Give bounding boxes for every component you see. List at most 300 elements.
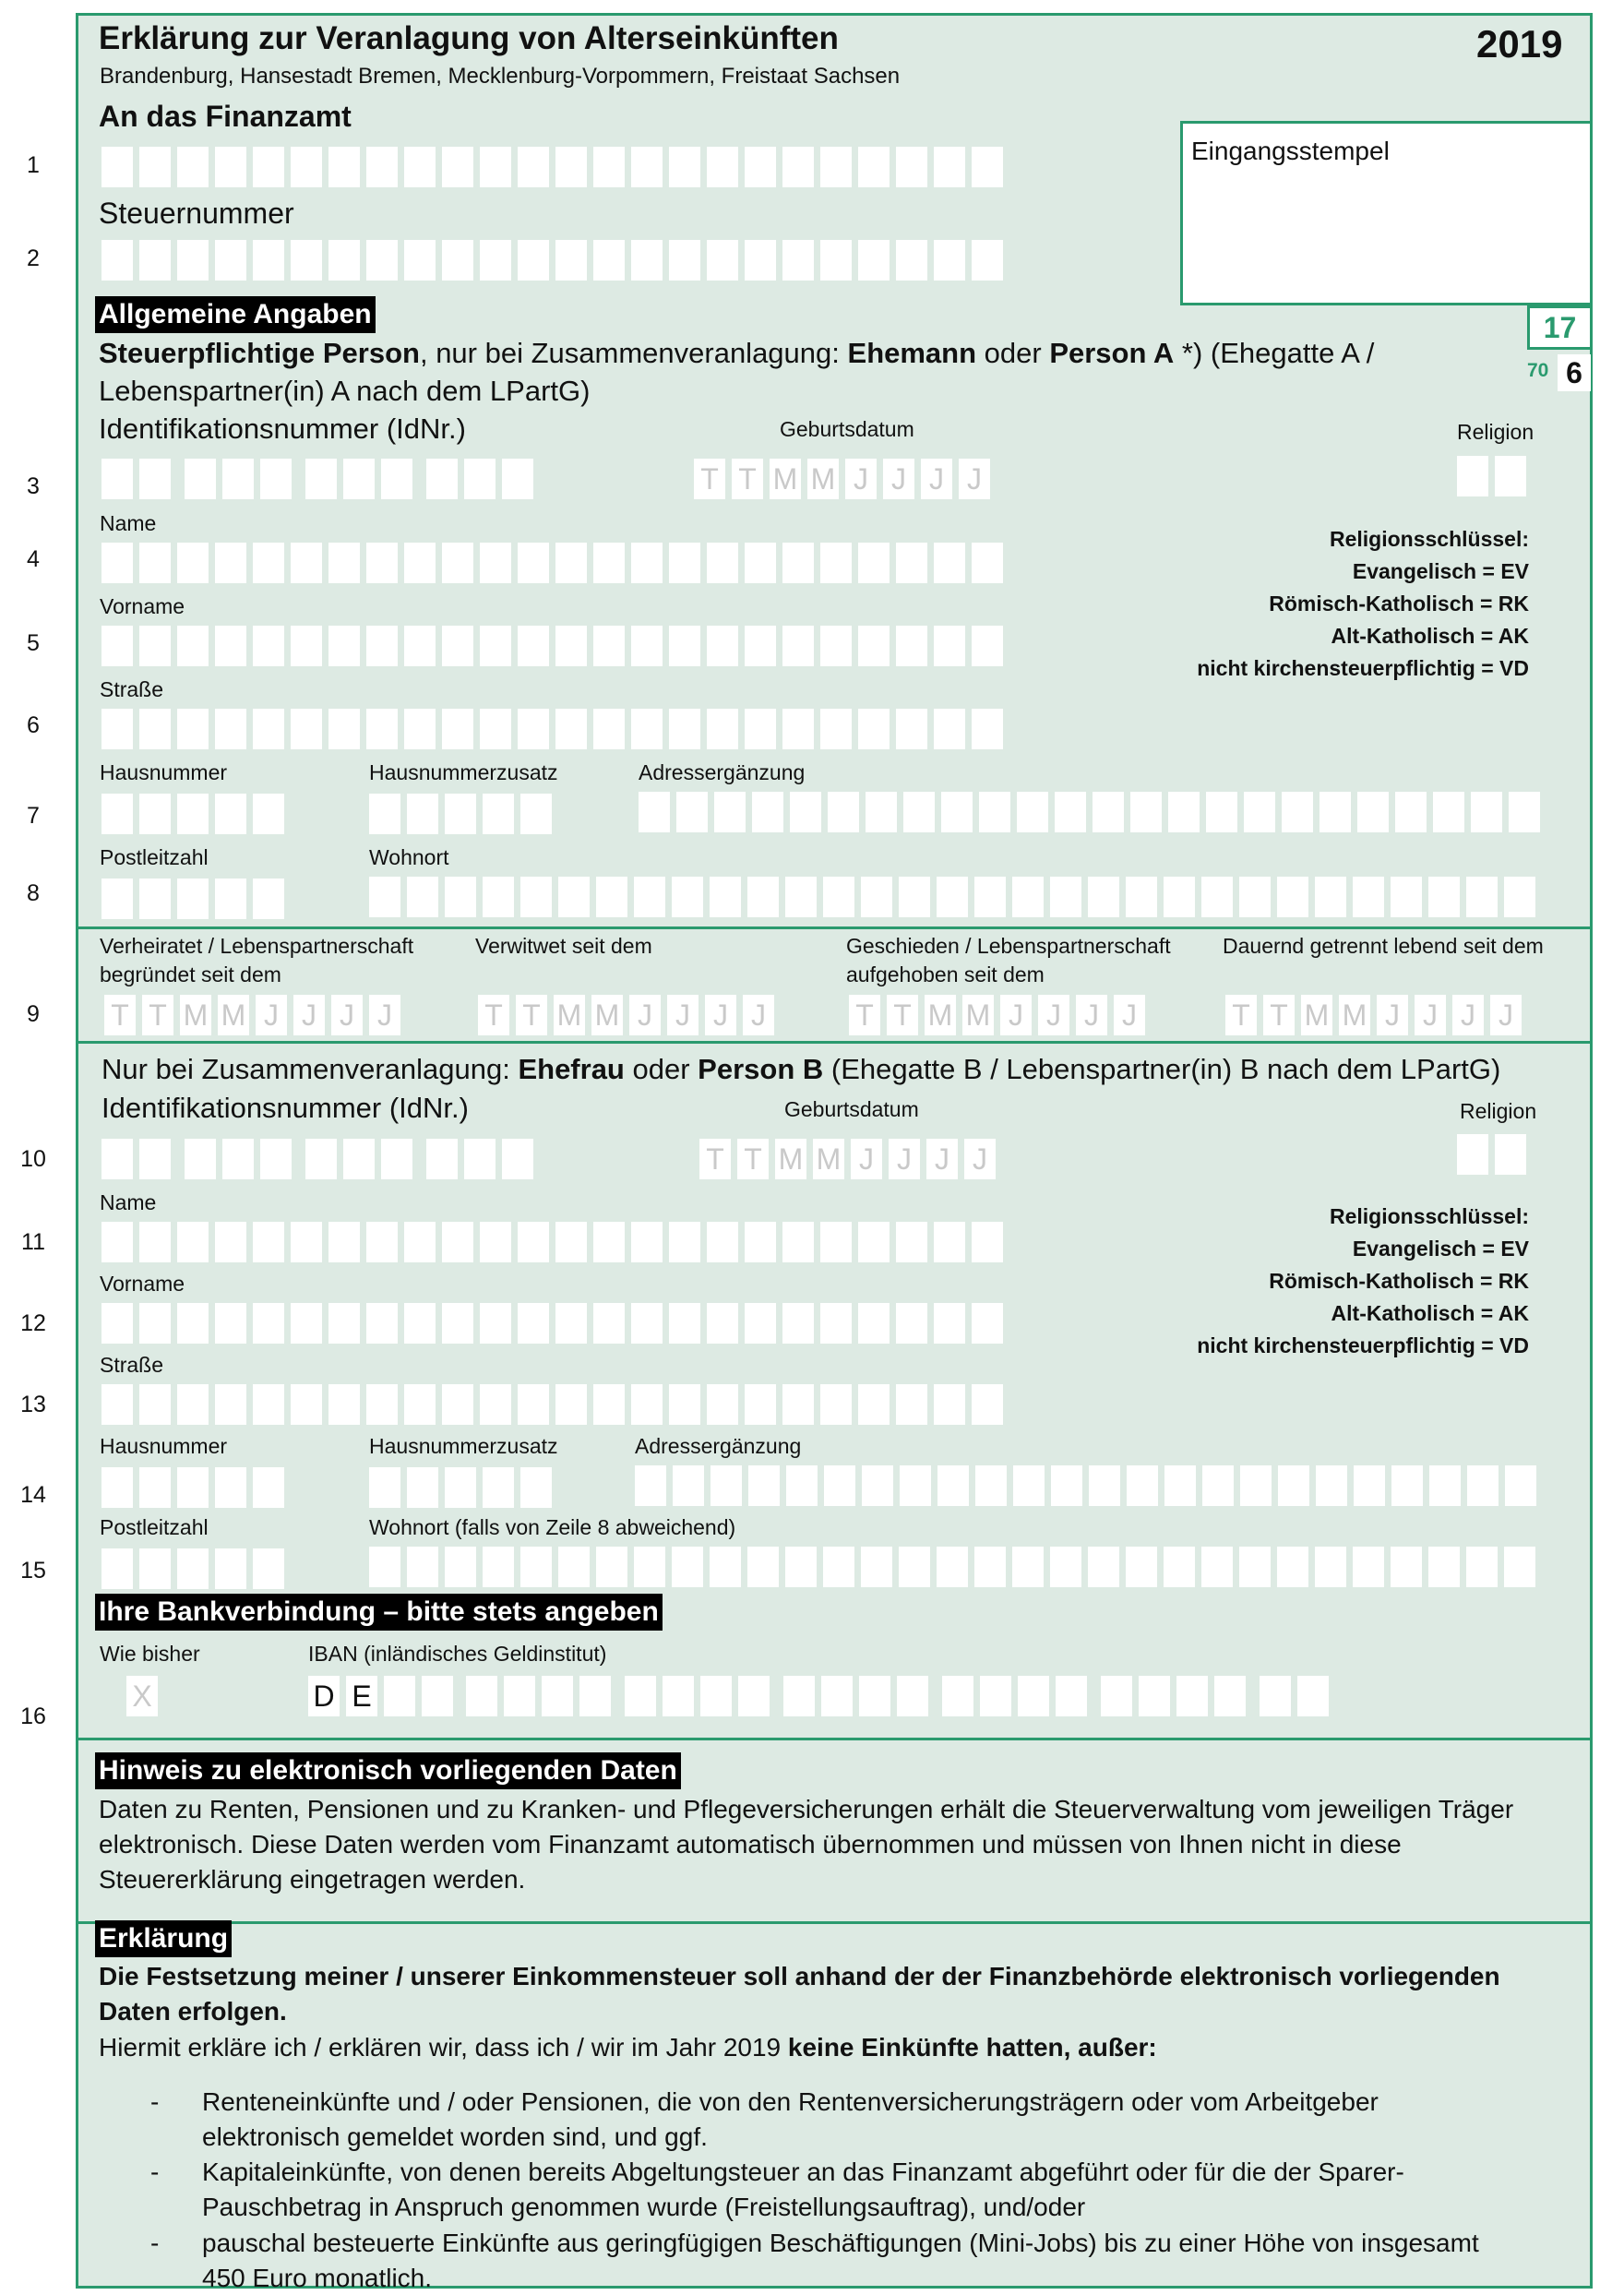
person-b-adressergaenzung-cell[interactable] — [710, 1465, 742, 1506]
iban-cell[interactable] — [384, 1676, 415, 1716]
iban-cell[interactable] — [1101, 1676, 1132, 1716]
person-b-wohnort-cell[interactable] — [672, 1547, 703, 1587]
person-b-name-cell[interactable] — [858, 1222, 890, 1262]
person-b-wohnort-cell[interactable] — [520, 1547, 552, 1587]
person-b-adressergaenzung-cell[interactable] — [862, 1465, 893, 1506]
tax-number-cell[interactable] — [442, 240, 473, 281]
person-a-hausnummer-cell[interactable] — [215, 794, 246, 834]
iban-cell[interactable] — [942, 1676, 973, 1716]
person-b-wohnort-cell[interactable] — [1277, 1547, 1308, 1587]
person-b-adressergaenzung-cell[interactable] — [1089, 1465, 1120, 1506]
person-b-birthdate-cell[interactable]: J — [964, 1139, 996, 1179]
person-b-name-cell[interactable] — [820, 1222, 852, 1262]
person-b-vorname-cell[interactable] — [215, 1303, 246, 1344]
person-a-wohnort-cell[interactable] — [1201, 877, 1233, 917]
person-b-adressergaenzung-cell[interactable] — [975, 1465, 1007, 1506]
person-a-idnr-cell[interactable] — [102, 459, 133, 499]
person-b-strasse-cell[interactable] — [934, 1384, 965, 1425]
person-b-vorname-cell[interactable] — [404, 1303, 436, 1344]
person-b-wohnort-cell[interactable] — [1239, 1547, 1271, 1587]
person-a-name-cell[interactable] — [669, 543, 700, 583]
person-b-vorname-cell[interactable] — [782, 1303, 814, 1344]
person-a-wohnort-cell[interactable] — [558, 877, 590, 917]
person-b-name-cell[interactable] — [215, 1222, 246, 1262]
divorced-date-cell[interactable]: J — [1000, 995, 1032, 1035]
person-b-name-cell[interactable] — [404, 1222, 436, 1262]
tax-number-cell[interactable] — [404, 240, 436, 281]
person-a-adressergaenzung-cell[interactable] — [828, 792, 859, 832]
married-date-cell[interactable]: T — [104, 995, 136, 1035]
person-b-religion-cell[interactable] — [1457, 1134, 1488, 1175]
person-a-wohnort-cell[interactable] — [1050, 877, 1081, 917]
person-a-strasse-cell[interactable] — [518, 709, 549, 749]
person-a-idnr-cell[interactable] — [381, 459, 412, 499]
person-a-strasse-cell[interactable] — [782, 709, 814, 749]
person-a-plz-cell[interactable] — [139, 879, 171, 919]
person-a-name-cell[interactable] — [934, 543, 965, 583]
person-b-name-cell[interactable] — [934, 1222, 965, 1262]
person-a-wohnort-cell[interactable] — [1012, 877, 1044, 917]
person-a-wohnort-cell[interactable] — [1466, 877, 1498, 917]
person-b-wohnort-cell[interactable] — [710, 1547, 741, 1587]
person-b-strasse-cell[interactable] — [177, 1384, 209, 1425]
person-a-strasse-cell[interactable] — [820, 709, 852, 749]
person-a-idnr-cell[interactable] — [464, 459, 496, 499]
person-b-idnr-cell[interactable] — [464, 1139, 496, 1179]
iban-cell[interactable] — [1214, 1676, 1246, 1716]
tax-office-cell[interactable] — [782, 147, 814, 187]
person-b-name-cell[interactable] — [366, 1222, 398, 1262]
person-a-vorname-cell[interactable] — [442, 626, 473, 666]
iban-cell[interactable] — [1297, 1676, 1329, 1716]
tax-office-cell[interactable] — [177, 147, 209, 187]
person-b-strasse-cell[interactable] — [820, 1384, 852, 1425]
person-a-adressergaenzung-cell[interactable] — [1433, 792, 1464, 832]
tax-office-cell[interactable] — [253, 147, 284, 187]
person-b-adressergaenzung-cell[interactable] — [1278, 1465, 1309, 1506]
person-b-strasse-cell[interactable] — [328, 1384, 360, 1425]
person-a-plz-cell[interactable] — [253, 879, 284, 919]
person-a-adressergaenzung-cell[interactable] — [1130, 792, 1162, 832]
widowed-date-cell[interactable]: J — [667, 995, 699, 1035]
person-a-wohnort-cell[interactable] — [634, 877, 665, 917]
person-a-name-cell[interactable] — [555, 543, 587, 583]
person-a-strasse-cell[interactable] — [102, 709, 133, 749]
person-b-strasse-cell[interactable] — [745, 1384, 776, 1425]
tax-number-cell[interactable] — [707, 240, 738, 281]
person-a-strasse-cell[interactable] — [707, 709, 738, 749]
person-b-vorname-cell[interactable] — [896, 1303, 927, 1344]
person-b-vorname-cell[interactable] — [593, 1303, 625, 1344]
person-a-vorname-cell[interactable] — [102, 626, 133, 666]
person-b-strasse-cell[interactable] — [631, 1384, 663, 1425]
married-date-cell[interactable]: M — [180, 995, 211, 1035]
person-b-strasse-cell[interactable] — [480, 1384, 511, 1425]
person-b-hausnummerzusatz-cell[interactable] — [445, 1467, 476, 1508]
person-a-birthdate-cell[interactable]: J — [883, 459, 914, 499]
tax-number-cell[interactable] — [669, 240, 700, 281]
person-a-wohnort-cell[interactable] — [483, 877, 514, 917]
person-b-strasse-cell[interactable] — [139, 1384, 171, 1425]
person-b-wohnort-cell[interactable] — [445, 1547, 476, 1587]
person-a-vorname-cell[interactable] — [934, 626, 965, 666]
person-a-strasse-cell[interactable] — [139, 709, 171, 749]
person-a-name-cell[interactable] — [972, 543, 1003, 583]
person-a-name-cell[interactable] — [366, 543, 398, 583]
person-b-wohnort-cell[interactable] — [974, 1547, 1006, 1587]
person-b-hausnummer-cell[interactable] — [139, 1467, 171, 1508]
person-b-birthdate-cell[interactable]: T — [699, 1139, 731, 1179]
person-a-adressergaenzung-cell[interactable] — [1055, 792, 1086, 832]
iban-cell[interactable] — [504, 1676, 535, 1716]
person-a-birthdate-cell[interactable]: M — [770, 459, 801, 499]
iban-cell[interactable] — [663, 1676, 694, 1716]
tax-office-cell[interactable] — [442, 147, 473, 187]
person-a-adressergaenzung-cell[interactable] — [1357, 792, 1389, 832]
person-a-birthdate-cell[interactable]: J — [845, 459, 877, 499]
divorced-date-cell[interactable]: T — [887, 995, 918, 1035]
person-b-wohnort-cell[interactable] — [937, 1547, 968, 1587]
person-b-strasse-cell[interactable] — [896, 1384, 927, 1425]
separated-date-cell[interactable]: M — [1339, 995, 1370, 1035]
person-b-religion-cell[interactable] — [1495, 1134, 1526, 1175]
person-a-birthdate-cell[interactable]: J — [959, 459, 990, 499]
person-a-wohnort-cell[interactable] — [785, 877, 817, 917]
person-a-wohnort-cell[interactable] — [710, 877, 741, 917]
tax-office-cell[interactable] — [480, 147, 511, 187]
person-a-wohnort-cell[interactable] — [596, 877, 627, 917]
person-b-vorname-cell[interactable] — [328, 1303, 360, 1344]
person-a-adressergaenzung-cell[interactable] — [941, 792, 973, 832]
divorced-date-cell[interactable]: J — [1038, 995, 1069, 1035]
person-b-hausnummerzusatz-cell[interactable] — [520, 1467, 552, 1508]
separated-date-cell[interactable]: J — [1452, 995, 1484, 1035]
iban-cell[interactable]: D — [308, 1676, 340, 1716]
tax-office-cell[interactable] — [139, 147, 171, 187]
person-a-vorname-cell[interactable] — [404, 626, 436, 666]
person-a-wohnort-cell[interactable] — [1504, 877, 1535, 917]
person-b-name-cell[interactable] — [782, 1222, 814, 1262]
person-b-hausnummerzusatz-cell[interactable] — [369, 1467, 400, 1508]
person-a-wohnort-cell[interactable] — [1126, 877, 1157, 917]
person-b-strasse-cell[interactable] — [404, 1384, 436, 1425]
person-b-adressergaenzung-cell[interactable] — [824, 1465, 855, 1506]
person-b-vorname-cell[interactable] — [177, 1303, 209, 1344]
person-b-strasse-cell[interactable] — [442, 1384, 473, 1425]
person-b-wohnort-cell[interactable] — [1012, 1547, 1044, 1587]
person-a-wohnort-cell[interactable] — [823, 877, 854, 917]
person-b-name-cell[interactable] — [328, 1222, 360, 1262]
tax-office-cell[interactable] — [291, 147, 322, 187]
person-a-vorname-cell[interactable] — [291, 626, 322, 666]
person-a-vorname-cell[interactable] — [139, 626, 171, 666]
person-b-vorname-cell[interactable] — [745, 1303, 776, 1344]
person-b-birthdate-cell[interactable]: J — [889, 1139, 920, 1179]
person-a-wohnort-cell[interactable] — [1088, 877, 1119, 917]
person-a-vorname-cell[interactable] — [707, 626, 738, 666]
person-a-wohnort-cell[interactable] — [520, 877, 552, 917]
person-a-strasse-cell[interactable] — [328, 709, 360, 749]
iban-cell[interactable] — [1018, 1676, 1049, 1716]
person-b-vorname-cell[interactable] — [253, 1303, 284, 1344]
person-b-strasse-cell[interactable] — [555, 1384, 587, 1425]
person-a-name-cell[interactable] — [896, 543, 927, 583]
person-b-wohnort-cell[interactable] — [1164, 1547, 1195, 1587]
person-a-wohnort-cell[interactable] — [445, 877, 476, 917]
person-b-name-cell[interactable] — [480, 1222, 511, 1262]
person-b-strasse-cell[interactable] — [215, 1384, 246, 1425]
person-b-strasse-cell[interactable] — [593, 1384, 625, 1425]
person-b-vorname-cell[interactable] — [669, 1303, 700, 1344]
person-b-strasse-cell[interactable] — [102, 1384, 133, 1425]
person-a-vorname-cell[interactable] — [631, 626, 663, 666]
person-a-name-cell[interactable] — [215, 543, 246, 583]
tax-office-cell[interactable] — [934, 147, 965, 187]
tax-office-cell[interactable] — [858, 147, 890, 187]
person-b-vorname-cell[interactable] — [972, 1303, 1003, 1344]
person-b-vorname-cell[interactable] — [518, 1303, 549, 1344]
person-a-strasse-cell[interactable] — [177, 709, 209, 749]
bank-as-before-checkbox[interactable]: X — [126, 1676, 158, 1716]
person-b-wohnort-cell[interactable] — [1391, 1547, 1422, 1587]
person-b-vorname-cell[interactable] — [291, 1303, 322, 1344]
person-a-wohnort-cell[interactable] — [1315, 877, 1346, 917]
person-a-wohnort-cell[interactable] — [672, 877, 703, 917]
person-a-name-cell[interactable] — [139, 543, 171, 583]
iban-cell[interactable] — [821, 1676, 853, 1716]
person-b-plz-cell[interactable] — [139, 1548, 171, 1589]
person-b-name-cell[interactable] — [518, 1222, 549, 1262]
person-b-adressergaenzung-cell[interactable] — [1467, 1465, 1499, 1506]
person-a-wohnort-cell[interactable] — [747, 877, 779, 917]
person-a-hausnummerzusatz-cell[interactable] — [369, 794, 400, 834]
person-a-birthdate-cell[interactable]: M — [807, 459, 839, 499]
person-b-vorname-cell[interactable] — [858, 1303, 890, 1344]
person-a-idnr-cell[interactable] — [426, 459, 458, 499]
person-a-wohnort-cell[interactable] — [1164, 877, 1195, 917]
married-date-cell[interactable]: J — [256, 995, 287, 1035]
person-b-vorname-cell[interactable] — [139, 1303, 171, 1344]
person-a-wohnort-cell[interactable] — [974, 877, 1006, 917]
person-a-strasse-cell[interactable] — [896, 709, 927, 749]
person-a-adressergaenzung-cell[interactable] — [1093, 792, 1124, 832]
person-a-adressergaenzung-cell[interactable] — [866, 792, 897, 832]
person-a-name-cell[interactable] — [328, 543, 360, 583]
person-a-vorname-cell[interactable] — [177, 626, 209, 666]
person-a-plz-cell[interactable] — [102, 879, 133, 919]
person-b-name-cell[interactable] — [253, 1222, 284, 1262]
person-b-strasse-cell[interactable] — [518, 1384, 549, 1425]
person-b-wohnort-cell[interactable] — [823, 1547, 854, 1587]
tax-office-cell[interactable] — [669, 147, 700, 187]
person-b-birthdate-cell[interactable]: J — [926, 1139, 958, 1179]
iban-cell[interactable] — [783, 1676, 815, 1716]
person-b-plz-cell[interactable] — [215, 1548, 246, 1589]
person-b-name-cell[interactable] — [896, 1222, 927, 1262]
person-b-idnr-cell[interactable] — [102, 1139, 133, 1179]
person-b-hausnummerzusatz-cell[interactable] — [483, 1467, 514, 1508]
person-b-wohnort-cell[interactable] — [861, 1547, 892, 1587]
person-a-strasse-cell[interactable] — [291, 709, 322, 749]
person-b-strasse-cell[interactable] — [366, 1384, 398, 1425]
person-b-adressergaenzung-cell[interactable] — [673, 1465, 704, 1506]
person-b-adressergaenzung-cell[interactable] — [1316, 1465, 1347, 1506]
person-a-name-cell[interactable] — [745, 543, 776, 583]
person-a-name-cell[interactable] — [291, 543, 322, 583]
person-a-name-cell[interactable] — [631, 543, 663, 583]
person-a-adressergaenzung-cell[interactable] — [1395, 792, 1427, 832]
person-a-adressergaenzung-cell[interactable] — [1168, 792, 1200, 832]
person-a-hausnummerzusatz-cell[interactable] — [407, 794, 438, 834]
iban-cell[interactable] — [542, 1676, 573, 1716]
person-a-idnr-cell[interactable] — [502, 459, 533, 499]
person-a-strasse-cell[interactable] — [972, 709, 1003, 749]
person-b-wohnort-cell[interactable] — [747, 1547, 779, 1587]
person-b-vorname-cell[interactable] — [366, 1303, 398, 1344]
person-b-adressergaenzung-cell[interactable] — [1013, 1465, 1045, 1506]
married-date-cell[interactable]: M — [218, 995, 249, 1035]
iban-cell[interactable] — [625, 1676, 656, 1716]
person-a-vorname-cell[interactable] — [215, 626, 246, 666]
tax-number-cell[interactable] — [858, 240, 890, 281]
person-b-wohnort-cell[interactable] — [1353, 1547, 1384, 1587]
person-b-vorname-cell[interactable] — [631, 1303, 663, 1344]
person-a-adressergaenzung-cell[interactable] — [790, 792, 821, 832]
person-a-vorname-cell[interactable] — [782, 626, 814, 666]
person-b-strasse-cell[interactable] — [858, 1384, 890, 1425]
person-a-adressergaenzung-cell[interactable] — [1320, 792, 1351, 832]
person-a-name-cell[interactable] — [102, 543, 133, 583]
married-date-cell[interactable]: T — [142, 995, 173, 1035]
tax-number-cell[interactable] — [782, 240, 814, 281]
person-b-wohnort-cell[interactable] — [1088, 1547, 1119, 1587]
tax-office-cell[interactable] — [593, 147, 625, 187]
person-a-name-cell[interactable] — [593, 543, 625, 583]
separated-date-cell[interactable]: M — [1301, 995, 1332, 1035]
person-a-hausnummerzusatz-cell[interactable] — [483, 794, 514, 834]
person-b-adressergaenzung-cell[interactable] — [635, 1465, 666, 1506]
person-a-vorname-cell[interactable] — [366, 626, 398, 666]
iban-cell[interactable] — [422, 1676, 453, 1716]
tax-office-cell[interactable] — [102, 147, 133, 187]
person-a-religion-cell[interactable] — [1495, 456, 1526, 496]
person-b-strasse-cell[interactable] — [291, 1384, 322, 1425]
widowed-date-cell[interactable]: M — [591, 995, 623, 1035]
person-a-idnr-cell[interactable] — [343, 459, 375, 499]
tax-number-cell[interactable] — [102, 240, 133, 281]
tax-number-cell[interactable] — [480, 240, 511, 281]
person-a-strasse-cell[interactable] — [555, 709, 587, 749]
person-b-name-cell[interactable] — [972, 1222, 1003, 1262]
person-b-birthdate-cell[interactable]: M — [813, 1139, 844, 1179]
tax-number-cell[interactable] — [745, 240, 776, 281]
person-b-name-cell[interactable] — [593, 1222, 625, 1262]
person-b-adressergaenzung-cell[interactable] — [1127, 1465, 1158, 1506]
person-b-strasse-cell[interactable] — [972, 1384, 1003, 1425]
person-b-adressergaenzung-cell[interactable] — [1391, 1465, 1423, 1506]
iban-cell[interactable] — [859, 1676, 890, 1716]
person-b-adressergaenzung-cell[interactable] — [1354, 1465, 1385, 1506]
person-a-wohnort-cell[interactable] — [1391, 877, 1422, 917]
divorced-date-cell[interactable]: J — [1076, 995, 1107, 1035]
person-b-adressergaenzung-cell[interactable] — [1505, 1465, 1536, 1506]
person-a-vorname-cell[interactable] — [896, 626, 927, 666]
tax-office-cell[interactable] — [555, 147, 587, 187]
person-a-name-cell[interactable] — [707, 543, 738, 583]
person-b-name-cell[interactable] — [707, 1222, 738, 1262]
person-a-adressergaenzung-cell[interactable] — [639, 792, 670, 832]
person-a-adressergaenzung-cell[interactable] — [979, 792, 1010, 832]
iban-cell[interactable] — [579, 1676, 611, 1716]
person-b-name-cell[interactable] — [442, 1222, 473, 1262]
iban-cell[interactable] — [1139, 1676, 1170, 1716]
person-b-birthdate-cell[interactable]: M — [775, 1139, 806, 1179]
separated-date-cell[interactable]: T — [1225, 995, 1257, 1035]
person-a-name-cell[interactable] — [177, 543, 209, 583]
married-date-cell[interactable]: J — [293, 995, 325, 1035]
person-a-birthdate-cell[interactable]: J — [921, 459, 952, 499]
widowed-date-cell[interactable]: T — [478, 995, 509, 1035]
iban-cell[interactable] — [738, 1676, 770, 1716]
person-b-idnr-cell[interactable] — [426, 1139, 458, 1179]
person-b-wohnort-cell[interactable] — [1126, 1547, 1157, 1587]
tax-number-cell[interactable] — [820, 240, 852, 281]
person-a-adressergaenzung-cell[interactable] — [1017, 792, 1048, 832]
person-b-vorname-cell[interactable] — [102, 1303, 133, 1344]
person-b-adressergaenzung-cell[interactable] — [786, 1465, 818, 1506]
person-a-wohnort-cell[interactable] — [1277, 877, 1308, 917]
person-a-plz-cell[interactable] — [215, 879, 246, 919]
person-a-vorname-cell[interactable] — [518, 626, 549, 666]
person-b-vorname-cell[interactable] — [934, 1303, 965, 1344]
person-a-adressergaenzung-cell[interactable] — [1471, 792, 1502, 832]
person-b-plz-cell[interactable] — [102, 1548, 133, 1589]
separated-date-cell[interactable]: J — [1415, 995, 1446, 1035]
person-a-idnr-cell[interactable] — [260, 459, 292, 499]
iban-cell[interactable] — [1056, 1676, 1087, 1716]
separated-date-cell[interactable]: J — [1490, 995, 1522, 1035]
person-b-wohnort-cell[interactable] — [483, 1547, 514, 1587]
divorced-date-cell[interactable]: T — [849, 995, 880, 1035]
person-a-strasse-cell[interactable] — [934, 709, 965, 749]
iban-cell[interactable] — [897, 1676, 928, 1716]
person-a-adressergaenzung-cell[interactable] — [1206, 792, 1237, 832]
tax-office-cell[interactable] — [972, 147, 1003, 187]
person-a-wohnort-cell[interactable] — [937, 877, 968, 917]
widowed-date-cell[interactable]: J — [629, 995, 661, 1035]
person-a-strasse-cell[interactable] — [593, 709, 625, 749]
person-b-adressergaenzung-cell[interactable] — [1051, 1465, 1082, 1506]
person-b-wohnort-cell[interactable] — [785, 1547, 817, 1587]
tax-number-cell[interactable] — [328, 240, 360, 281]
married-date-cell[interactable]: J — [369, 995, 400, 1035]
person-b-idnr-cell[interactable] — [305, 1139, 337, 1179]
person-a-strasse-cell[interactable] — [480, 709, 511, 749]
person-a-strasse-cell[interactable] — [253, 709, 284, 749]
tax-office-cell[interactable] — [404, 147, 436, 187]
married-date-cell[interactable]: J — [331, 995, 363, 1035]
person-b-wohnort-cell[interactable] — [1428, 1547, 1460, 1587]
person-b-idnr-cell[interactable] — [222, 1139, 254, 1179]
person-a-strasse-cell[interactable] — [631, 709, 663, 749]
person-a-adressergaenzung-cell[interactable] — [714, 792, 746, 832]
person-b-idnr-cell[interactable] — [260, 1139, 292, 1179]
tax-office-cell[interactable] — [896, 147, 927, 187]
person-a-strasse-cell[interactable] — [366, 709, 398, 749]
tax-office-cell[interactable] — [745, 147, 776, 187]
person-b-name-cell[interactable] — [669, 1222, 700, 1262]
person-b-strasse-cell[interactable] — [707, 1384, 738, 1425]
